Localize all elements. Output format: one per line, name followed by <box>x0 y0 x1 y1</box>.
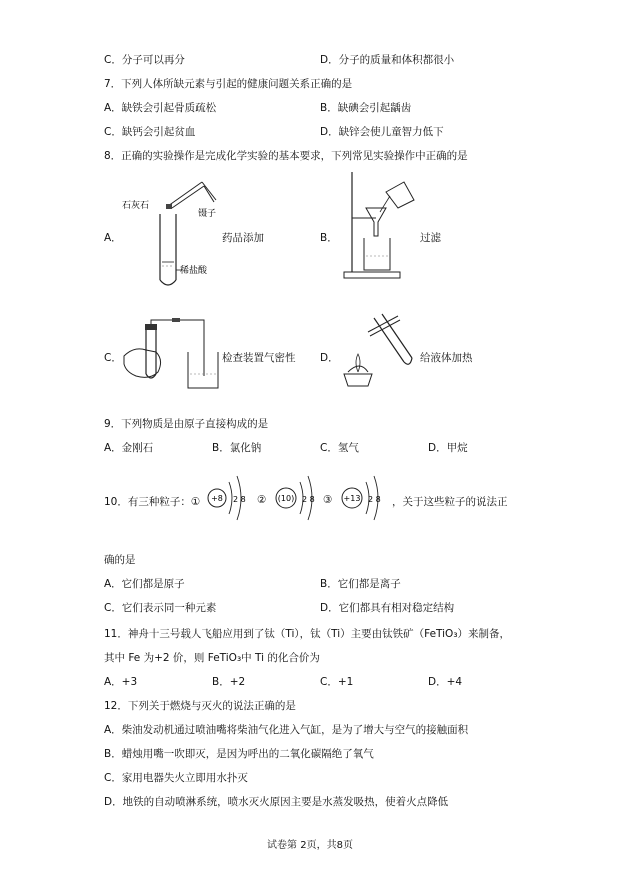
q10-stem-continued: 确的是 <box>104 554 136 566</box>
q10-particle-1-diagram <box>205 470 251 526</box>
q8-a-handwritten-tongs-label: 镊子 <box>198 209 217 219</box>
q12-option-d: D．地铁的自动喷淋系统，喷水灭火原因主要是水蒸发吸热，使着火点降低 <box>104 796 449 808</box>
q10-mark-2: ② <box>257 494 267 506</box>
q10-particle-1-shells: 2 8 <box>233 495 246 504</box>
q11-stem-continued: 其中 Fe 为+2 价，则 FeTiO₃中 Ti 的化合价为 <box>104 652 320 664</box>
q8-c-caption: 检查装置气密性 <box>222 352 296 364</box>
q10-option-c: C．它们表示同一种元素 <box>104 602 217 614</box>
q7-option-a: A．缺铁会引起骨质疏松 <box>104 102 217 114</box>
q10-particle-2-nucleus: (10) <box>277 494 295 503</box>
q10-particle-2-diagram <box>272 470 322 526</box>
q11-option-c: C．+1 <box>320 676 354 688</box>
q9-stem: 9．下列物质是由原子直接构成的是 <box>104 418 269 430</box>
q8-c-airtightness-figure <box>120 316 224 392</box>
q9-option-b: B．氯化钠 <box>212 442 262 454</box>
q8-d-caption: 给液体加热 <box>420 352 473 364</box>
q10-particle-2-shells: 2 8 <box>302 495 315 504</box>
page-footer: 试卷第 2页，共8页 <box>267 840 353 851</box>
q11-option-a: A．+3 <box>104 676 138 688</box>
q9-option-d: D．甲烷 <box>428 442 468 454</box>
q10-particle-1-nucleus: +8 <box>211 494 223 503</box>
q7-option-d: D．缺锌会使儿童智力低下 <box>320 126 444 138</box>
q9-option-c: C．氢气 <box>320 442 359 454</box>
q10-option-a: A．它们都是原子 <box>104 578 185 590</box>
q8-a-handwritten-stone-label: 石灰石 <box>122 201 150 211</box>
q8-option-b-letter: B． <box>320 232 338 244</box>
q9-option-a: A．金刚石 <box>104 442 154 454</box>
q8-a-handwritten-acid-label: 稀盐酸 <box>180 266 208 276</box>
q10-particle-3-shells: 2 8 <box>368 495 381 504</box>
q10-mark-3: ③ <box>323 494 333 506</box>
q7-option-c: C．缺钙会引起贫血 <box>104 126 196 138</box>
q12-option-c: C．家用电器失火立即用水扑灭 <box>104 772 248 784</box>
q11-option-b: B．+2 <box>212 676 246 688</box>
q10-option-d: D．它们都具有相对稳定结构 <box>320 602 455 614</box>
q6-option-c: C．分子可以再分 <box>104 54 185 66</box>
q8-stem: 8．正确的实验操作是完成化学实验的基本要求，下列常见实验操作中正确的是 <box>104 150 468 162</box>
q7-stem: 7．下列人体所缺元素与引起的健康问题关系正确的是 <box>104 78 353 90</box>
q8-b-caption: 过滤 <box>420 232 441 244</box>
q12-option-a: A．柴油发动机通过喷油嘴将柴油气化进入气缸，是为了增大与空气的接触面积 <box>104 724 469 736</box>
q11-option-d: D．+4 <box>428 676 463 688</box>
q8-b-filtration-figure <box>340 172 420 284</box>
q8-d-heating-figure <box>338 312 418 392</box>
q11-stem: 11．神舟十三号载人飞船应用到了钛（Ti），钛（Ti）主要由钛铁矿（FeTiO₃）来制备， <box>104 628 511 640</box>
q10-stem-end: ，关于这些粒子的说法正 <box>392 496 508 508</box>
q8-a-test-tube-figure <box>120 178 220 290</box>
q8-option-a-letter: A． <box>104 232 122 244</box>
q10-option-b: B．它们都是离子 <box>320 578 401 590</box>
q7-option-b: B．缺碘会引起龋齿 <box>320 102 412 114</box>
q10-stem-start: 10．有三种粒子：① <box>104 496 201 508</box>
q12-option-b: B．蜡烛用嘴一吹即灭，是因为呼出的二氧化碳隔绝了氧气 <box>104 748 374 760</box>
q8-option-d-letter: D． <box>320 352 339 364</box>
q10-particle-3-diagram <box>338 470 390 526</box>
q12-stem: 12．下列关于燃烧与灭火的说法正确的是 <box>104 700 296 712</box>
q6-option-d: D．分子的质量和体积都很小 <box>320 54 455 66</box>
q10-particle-3-nucleus: +13 <box>343 494 361 503</box>
q8-option-c-letter: C． <box>104 352 122 364</box>
q8-a-caption: 药品添加 <box>222 232 264 244</box>
